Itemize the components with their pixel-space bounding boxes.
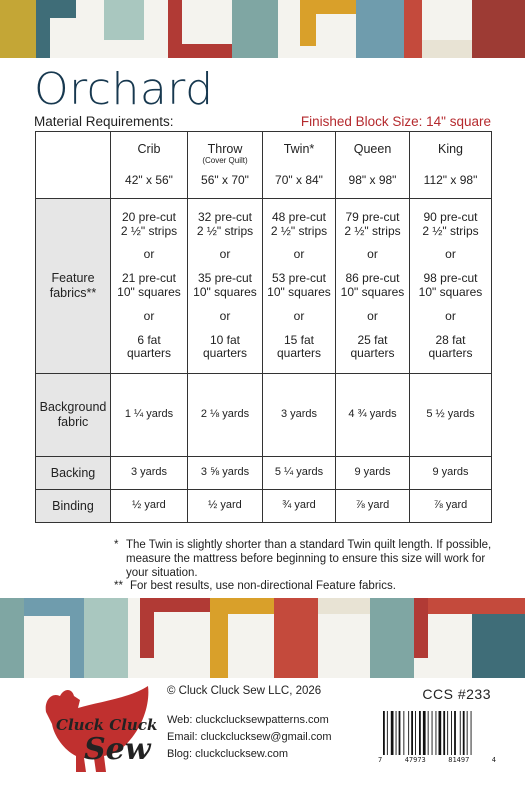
email-link[interactable]: Email: cluckclucksew@gmail.com	[167, 731, 332, 743]
backing-cell-king: 9 yards	[410, 457, 492, 490]
row-label-background-fabric: Background fabric	[36, 374, 111, 457]
backing-cell-crib: 3 yards	[111, 457, 188, 490]
barcode-bar	[436, 711, 437, 755]
binding-cell-king: ⅞ yard	[410, 490, 492, 523]
copyright-notice: © Cluck Cluck Sew LLC, 2026	[167, 685, 322, 697]
barcode-bar	[451, 711, 452, 755]
contact-info	[167, 712, 332, 763]
barcode-digit-group: 4	[491, 756, 496, 764]
table-row-feature-fabrics	[36, 199, 492, 374]
barcode-icon	[381, 711, 491, 755]
barcode-digits	[378, 756, 496, 764]
barcode-bar	[432, 711, 433, 755]
web-link[interactable]: Web: cluckclucksewpatterns.com	[167, 714, 329, 726]
size-header-twin: Twin* 70" x 84"	[263, 132, 336, 199]
background-cell-twin: 3 yards	[263, 374, 336, 457]
barcode-bar	[439, 711, 442, 755]
table-header-row	[36, 132, 492, 199]
size-header-queen: Queen 98" x 98"	[336, 132, 410, 199]
binding-cell-throw: ½ yard	[188, 490, 263, 523]
finished-block-size: Finished Block Size: 14" square	[300, 114, 491, 129]
pattern-number: CCS #233	[422, 686, 491, 702]
barcode-bar	[396, 711, 397, 755]
table-corner-cell	[36, 132, 111, 199]
quilt-border-top	[0, 0, 525, 58]
row-label-binding: Binding	[36, 490, 111, 523]
size-header-crib: Crib 42" x 56"	[111, 132, 188, 199]
material-requirements-label: Material Requirements:	[34, 114, 174, 129]
barcode-bar	[463, 711, 465, 755]
barcode-bar	[399, 711, 401, 755]
cluck-cluck-sew-logo	[38, 672, 158, 782]
backing-cell-queen: 9 yards	[336, 457, 410, 490]
barcode-bar	[447, 711, 448, 755]
material-requirements-table	[35, 131, 492, 523]
table-row-binding	[36, 490, 492, 523]
barcode-bar	[428, 711, 429, 755]
feature-cell-king: 90 pre-cut 2 ½" strips or 98 pre-cut 10" squares or 28 fat quarters	[410, 199, 492, 374]
barcode-bar	[415, 711, 416, 755]
background-cell-queen: 4 ¾ yards	[336, 374, 410, 457]
footnote-twin: * The Twin is slightly shorter than a standard Twin quilt length. If possible, measure the mattress before beginning to ensure this size will work for your situation.	[114, 539, 492, 579]
size-header-king: King 112" x 98"	[410, 132, 492, 199]
size-header-throw: Throw (Cover Quilt) 56" x 70"	[188, 132, 263, 199]
barcode-bar	[383, 711, 385, 755]
row-label-feature-fabrics: Feature fabrics**	[36, 199, 111, 374]
quilt-border-middle	[0, 598, 525, 678]
background-cell-crib: 1 ¼ yards	[111, 374, 188, 457]
backing-cell-throw: 3 ⅝ yards	[188, 457, 263, 490]
barcode-bar	[460, 711, 461, 755]
barcode-bar	[408, 711, 409, 755]
barcode-bar	[411, 711, 413, 755]
pattern-title: Orchard	[34, 64, 214, 115]
feature-cell-twin: 48 pre-cut 2 ½" strips or 53 pre-cut 10" squares or 15 fat quarters	[263, 199, 336, 374]
barcode-bar	[419, 711, 421, 755]
blog-link[interactable]: Blog: cluckclucksew.com	[167, 748, 289, 760]
feature-cell-queen: 79 pre-cut 2 ½" strips or 86 pre-cut 10" squares or 25 fat quarters	[336, 199, 410, 374]
logo-text-sew: Sew	[84, 732, 151, 767]
footnote-feature-fabrics: ** For best results, use non-directional Feature fabrics.	[114, 580, 396, 593]
barcode-bar	[423, 711, 426, 755]
table-row-background-fabric	[36, 374, 492, 457]
barcode-bar	[467, 711, 468, 755]
barcode-digit-group: 81497	[448, 756, 470, 764]
barcode-bar	[387, 711, 388, 755]
binding-cell-queen: ⅞ yard	[336, 490, 410, 523]
background-cell-king: 5 ½ yards	[410, 374, 492, 457]
backing-cell-twin: 5 ¼ yards	[263, 457, 336, 490]
footnotes	[114, 539, 499, 594]
binding-cell-crib: ½ yard	[111, 490, 188, 523]
barcode-bar	[443, 711, 445, 755]
barcode-bar	[454, 711, 456, 755]
barcode-digit-group: 47973	[404, 756, 426, 764]
binding-cell-twin: ¾ yard	[263, 490, 336, 523]
background-cell-throw: 2 ⅛ yards	[188, 374, 263, 457]
barcode-bar	[471, 711, 472, 755]
barcode-digit-group: 7	[378, 756, 383, 764]
barcode-bar	[391, 711, 394, 755]
feature-cell-throw: 32 pre-cut 2 ½" strips or 35 pre-cut 10" squares or 10 fat quarters	[188, 199, 263, 374]
barcode-bar	[403, 711, 404, 755]
row-label-backing: Backing	[36, 457, 111, 490]
table-row-backing	[36, 457, 492, 490]
feature-cell-crib: 20 pre-cut 2 ½" strips or 21 pre-cut 10" squares or 6 fat quarters	[111, 199, 188, 374]
logo-text-cluck-cluck: Cluck Cluck	[56, 716, 158, 734]
